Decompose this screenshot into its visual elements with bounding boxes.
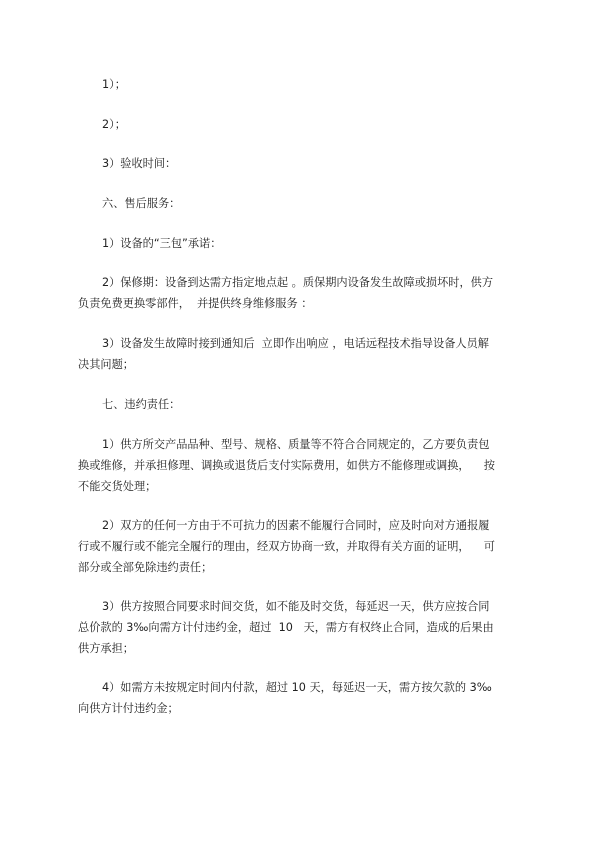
text-line: 4）如需方未按规定时间内付款，超过 10 天，每延迟一天，需方按欠款的 3‰ — [102, 681, 492, 694]
section-title: 六、售后服务： — [102, 197, 181, 210]
text-line: 3）设备发生故障时接到通知后 立即作出响应 ，电话远程技术指导设备人员解 — [102, 337, 489, 350]
text-line: 1）； — [102, 78, 126, 91]
text-line: 2）双方的任何一方由于不可抗力的因素不能履行合同时，应及时向对方通报履 — [102, 519, 490, 532]
text-line: 换或维修，并承担修理、调换或退货后支付实际费用，如供方不能修理或调换， 按 — [78, 459, 495, 472]
text-line: 向供方计付违约金； — [78, 702, 179, 715]
text-line: 3）验收时间： — [102, 157, 177, 170]
section-title: 七、违约责任： — [102, 398, 181, 411]
text-line: 负责免费更换零部件， 并提供终身维修服务 ： — [78, 297, 313, 310]
text-line: 供方承担； — [78, 642, 134, 655]
text-line: 总价款的 3‰向需方计付违约金，超过 10 天，需方有权终止合同，造成的后果由 — [78, 621, 494, 634]
text-line: 不能交货处理； — [78, 480, 157, 493]
text-line: 2）； — [102, 118, 126, 131]
text-line: 3）供方按照合同要求时间交货，如不能及时交货，每延迟一天，供方应按合同 — [102, 600, 490, 613]
text-line: 部分或全部免除违约责任； — [78, 561, 213, 574]
text-line: 2）保修期：设备到达需方指定地点起 。质保期内设备发生故障或损坏时，供方 — [102, 276, 494, 289]
text-line: 1）设备的“三包”承诺： — [102, 237, 222, 250]
text-line: 决其问题； — [78, 358, 134, 371]
text-line: 行或不履行或不能完全履行的理由，经双方协商一致，并取得有关方面的证明， 可 — [78, 540, 495, 553]
text-line: 1）供方所交产品品种、型号、规格、质量等不符合合同规定的，乙方要负责包 — [102, 438, 490, 451]
